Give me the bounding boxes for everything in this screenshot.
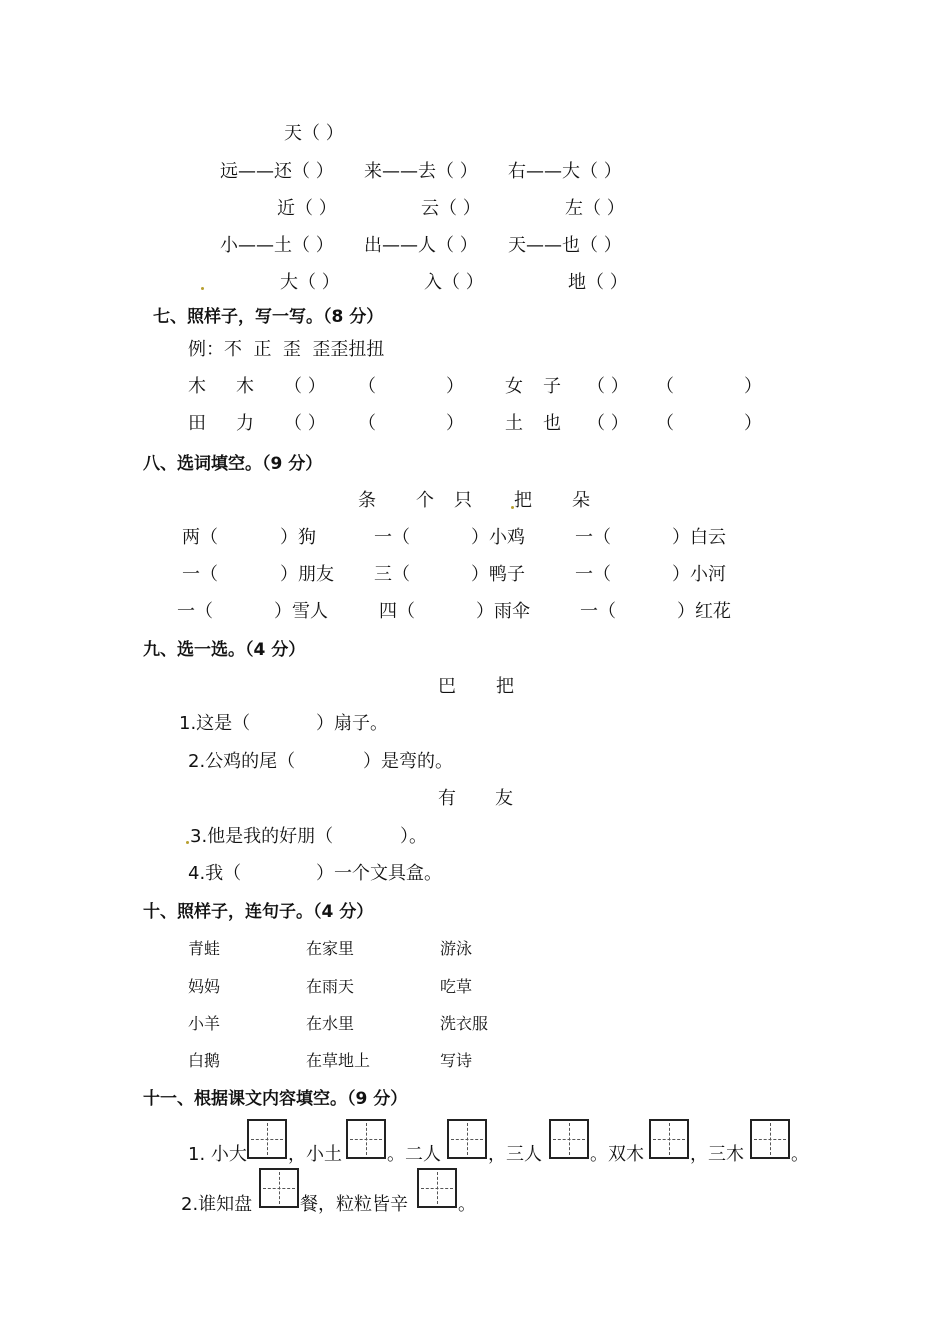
blank-close: ）	[446, 376, 464, 397]
fill-end: ）小鸡	[471, 527, 525, 548]
blank-prefix: 1. 小大	[188, 1144, 247, 1165]
word-option: 个	[416, 490, 434, 511]
word-option: 把	[496, 676, 514, 697]
char: 子	[543, 376, 561, 397]
action: 写诗	[440, 1051, 473, 1070]
fill-end: ）雪人	[274, 601, 328, 622]
tianzige-box[interactable]	[259, 1168, 299, 1208]
answer-item: 入（ ）	[424, 272, 484, 293]
blank-prefix: 。二人	[387, 1144, 441, 1165]
answer-item: 大（ ）	[280, 272, 340, 293]
stray-dot	[186, 841, 189, 844]
char: 田	[188, 413, 206, 434]
tianzige-box[interactable]	[649, 1119, 689, 1159]
blank-open: （	[656, 376, 674, 397]
subject: 白鹅	[188, 1051, 221, 1070]
pair-item: 右——大（ ）	[508, 161, 622, 182]
stray-dot	[201, 287, 204, 290]
tianzige-box[interactable]	[549, 1119, 589, 1159]
action: 吃草	[440, 977, 473, 996]
fill-start: 三（	[374, 564, 410, 585]
section-heading: 八、选词填空。（9 分）	[143, 454, 323, 474]
pair-item: 小——土（ ）	[220, 235, 334, 256]
tianzige-box[interactable]	[247, 1119, 287, 1159]
blank-prefix: ，三人	[488, 1144, 542, 1165]
blank: （ ）	[284, 376, 326, 397]
fill-end: ）狗	[280, 527, 316, 548]
action: 游泳	[440, 939, 473, 958]
char: 也	[543, 413, 561, 434]
question-start: 3.他是我的好朋（	[190, 826, 334, 847]
fill-end: ）雨伞	[476, 601, 530, 622]
char: 女	[505, 376, 523, 397]
place: 在雨天	[306, 977, 355, 996]
fill-start: 一（	[177, 601, 213, 622]
char: 木	[236, 376, 254, 397]
blank-prefix: 。双木	[590, 1144, 644, 1165]
pair-item: 来——去（ ）	[364, 161, 478, 182]
blank: （ ）	[587, 413, 629, 434]
subject: 小羊	[188, 1014, 221, 1033]
section-heading: 十、照样子，连句子。（4 分）	[143, 902, 374, 922]
tianzige-box[interactable]	[417, 1168, 457, 1208]
answer-item: 近（ ）	[277, 198, 337, 219]
fill-end: ）白云	[672, 527, 726, 548]
period: 。	[791, 1144, 809, 1165]
top-char: 天（ ）	[284, 123, 344, 144]
tianzige-box[interactable]	[346, 1119, 386, 1159]
fill-end: ）鸭子	[471, 564, 525, 585]
fill-start: 四（	[379, 601, 415, 622]
blank-open: （	[358, 376, 376, 397]
question-start: 2.公鸡的尾（	[188, 751, 296, 772]
char: 土	[505, 413, 523, 434]
example-line: 例：不 正 歪 歪歪扭扭	[188, 339, 385, 360]
pair-item: 远——还（ ）	[220, 161, 334, 182]
place: 在草地上	[306, 1051, 371, 1070]
blank-prefix: 2.谁知盘	[181, 1194, 253, 1215]
question-start: 1.这是（	[179, 713, 251, 734]
blank-open: （	[358, 413, 376, 434]
place: 在家里	[306, 939, 355, 958]
blank-prefix: ，小土	[288, 1144, 342, 1165]
question-start: 4.我（	[188, 863, 242, 884]
period: 。	[458, 1194, 476, 1215]
pair-item: 出——人（ ）	[364, 235, 478, 256]
section-heading: 九、选一选。（4 分）	[143, 640, 306, 660]
char: 力	[236, 413, 254, 434]
fill-start: 一（	[374, 527, 410, 548]
blank-prefix: 餐，粒粒皆辛	[300, 1194, 408, 1215]
fill-end: ）朋友	[280, 564, 334, 585]
fill-start: 一（	[580, 601, 616, 622]
word-option: 有	[438, 788, 456, 809]
word-option: 友	[495, 788, 513, 809]
word-option: 朵	[572, 490, 590, 511]
word-option: 只	[454, 490, 472, 511]
question-end: ）。	[400, 826, 427, 847]
section-heading: 七、照样子，写一写。（8 分）	[153, 307, 384, 327]
fill-start: 两（	[182, 527, 218, 548]
subject: 妈妈	[188, 977, 221, 996]
char: 木	[188, 376, 206, 397]
blank-close: ）	[744, 376, 762, 397]
fill-start: 一（	[575, 527, 611, 548]
question-end: ）扇子。	[316, 713, 388, 734]
tianzige-box[interactable]	[750, 1119, 790, 1159]
word-option: 把	[514, 490, 532, 511]
pair-item: 天——也（ ）	[508, 235, 622, 256]
fill-start: 一（	[575, 564, 611, 585]
fill-end: ）红花	[677, 601, 731, 622]
action: 洗衣服	[440, 1014, 489, 1033]
blank-prefix: ，三木	[690, 1144, 744, 1165]
blank-open: （	[656, 413, 674, 434]
fill-start: 一（	[182, 564, 218, 585]
blank-close: ）	[446, 413, 464, 434]
answer-item: 云（ ）	[421, 198, 481, 219]
blank: （ ）	[284, 413, 326, 434]
word-option: 巴	[438, 676, 456, 697]
question-end: ）一个文具盒。	[316, 863, 442, 884]
subject: 青蛙	[188, 939, 221, 958]
answer-item: 地（ ）	[568, 272, 628, 293]
tianzige-box[interactable]	[447, 1119, 487, 1159]
section-heading: 十一、根据课文内容填空。（9 分）	[143, 1089, 408, 1109]
place: 在水里	[306, 1014, 355, 1033]
blank-close: ）	[744, 413, 762, 434]
fill-end: ）小河	[672, 564, 726, 585]
question-end: ）是弯的。	[363, 751, 453, 772]
blank: （ ）	[587, 376, 629, 397]
answer-item: 左（ ）	[565, 198, 625, 219]
word-option: 条	[358, 490, 376, 511]
